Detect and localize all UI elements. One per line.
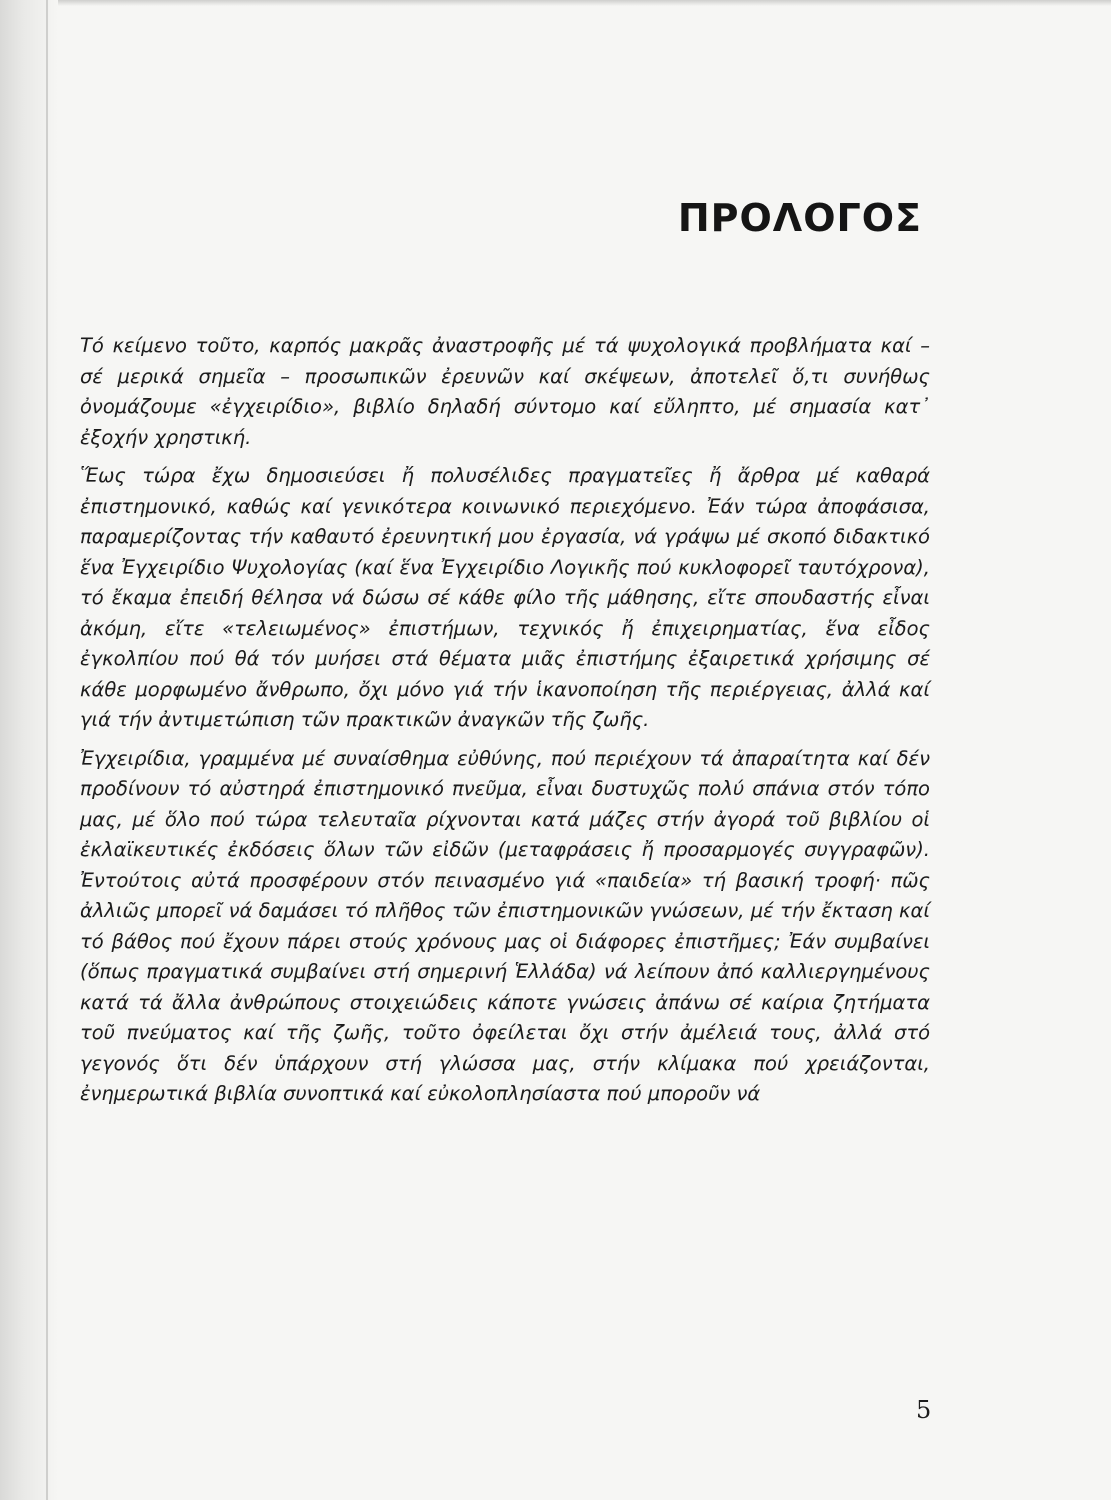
- paragraph-1: Τό κείμενο τοῦτο, καρπός μακρᾶς ἀναστροφῆς μέ τά ψυχολογικά προβλήματα καί – σέ μερικά σημεῖα – προσωπικῶν ἐρευνῶν καί σκέψεων, ἀποτελεῖ ὅ,τι συνήθως ὀνομάζουμε «ἐγχειρίδιο», βιβλίο δηλαδή σύντομο καί εὔληπτο, μέ σημασία κατ᾽ ἐξοχήν χρηστική.: [80, 334, 930, 449]
- paragraph-2: Ἕως τώρα ἔχω δημοσιεύσει ἤ πολυσέλιδες πραγματεῖες ἤ ἄρθρα μέ καθαρά ἐπιστημονικό, καθώς καί γενικότερα κοινωνικό περιεχόμενο. Ἐάν τώρα ἀποφάσισα, παραμερίζοντας τήν καθαυτό ἐρευνητική μου ἐργασία, νά γράψω μέ σκοπό διδακτικό ἕνα Ἐγχειρίδιο Ψυχολογίας (καί ἕνα Ἐγχειρίδιο Λογικῆς πού κυκλοφορεῖ ταυτόχρονα), τό ἔκαμα ἐπειδή θέλησα νά δώσω σέ κάθε φίλο τῆς μάθησης, εἴτε σπουδαστής εἶναι ἀκόμη, εἴτε «τελειωμένος» ἐπιστήμων, τεχνικός ἤ ἐπιχειρηματίας, ἕνα εἶδος ἐγκολπίου πού θά τόν μυήσει στά θέματα μιᾶς ἐπιστήμης ἐξαιρετικά χρήσιμης σέ κάθε μορφωμένο ἄνθρωπο, ὄχι μόνο γιά τήν ἱκανοποίηση τῆς περιέργειας, ἀλλά καί γιά τήν ἀντιμετώπιση τῶν πρακτικῶν ἀναγκῶν τῆς ζωῆς.: [80, 464, 930, 731]
- spine-shadow: [0, 0, 58, 1500]
- page-number: 5: [916, 1396, 932, 1424]
- page-top-edge: [0, 0, 1111, 6]
- paragraph-3: Ἐγχειρίδια, γραμμένα μέ συναίσθημα εὐθύνης, πού περιέχουν τά ἀπαραίτητα καί δέν προδίνουν τό αὐστηρά ἐπιστημονικό πνεῦμα, εἶναι δυστυχῶς πολύ σπάνια στόν τόπο μας, μέ ὅλο πού τώρα τελευταῖα ρίχνονται κατά μάζες στήν ἀγορά τοῦ βιβλίου οἱ ἐκλαϊκευτικές ἐκδόσεις ὅλων τῶν εἰδῶν (μεταφράσεις ἤ προσαρμογές συγγραφῶν). Ἐντούτοις αὐτά προσφέρουν στόν πεινασμένο γιά «παιδεία» τή βασική τροφή· πῶς ἀλλιῶς μπορεῖ νά δαμάσει τό πλῆθος τῶν ἐπιστημονικῶν γνώσεων, μέ τήν ἔκταση καί τό βάθος πού ἔχουν πάρει στούς χρόνους μας οἱ διάφορες ἐπιστῆμες; Ἐάν συμβαίνει (ὅπως πραγματικά συμβαίνει στή σημερινή Ἑλλάδα) νά λείπουν ἀπό καλλιεργημένους κατά τά ἄλλα ἀνθρώπους στοιχειώδεις κάποτε γνώσεις ἀπάνω σέ καίρια ζητήματα τοῦ πνεύματος καί τῆς ζωῆς, τοῦτο ὀφείλεται ὄχι στήν ἀμέλειά τους, ἀλλά στό γεγονός ὅτι δέν ὑπάρχουν στή γλώσσα μας, στήν κλίμακα πού χρειάζονται, ἐνημερωτικά βιβλία συνοπτικά καί εὐκολοπλησίαστα πού μποροῦν νά: [80, 746, 930, 1105]
- spine-line: [46, 0, 48, 1500]
- body-text: [80, 331, 930, 1118]
- chapter-heading: ΠΡΟΛΟΓΟΣ: [677, 196, 922, 240]
